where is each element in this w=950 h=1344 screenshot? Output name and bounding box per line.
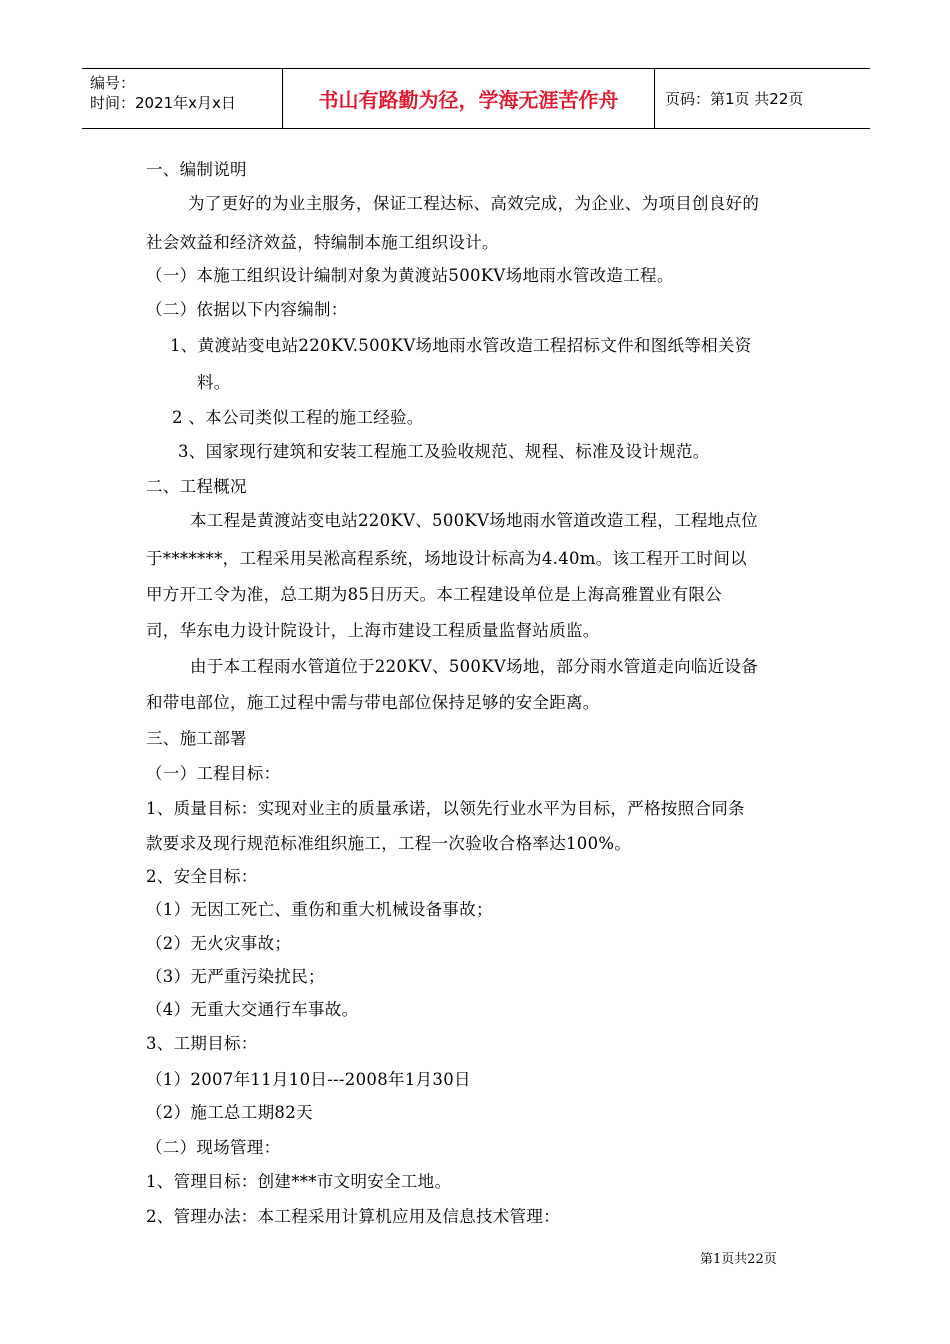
list-item-continuation: 料。	[197, 373, 231, 392]
paragraph-line: 由于本工程雨水管道位于220KV、500KV场地，部分雨水管道走向临近设备	[190, 657, 759, 676]
list-item: （3）无严重污染扰民；	[146, 967, 325, 986]
paragraph-line: 和带电部位，施工过程中需与带电部位保持足够的安全距离。	[146, 693, 600, 712]
subsection-heading: （二）现场管理：	[146, 1138, 281, 1157]
list-item: 2 、本公司类似工程的施工经验。	[172, 408, 424, 427]
paragraph-line: 3、工期目标：	[146, 1034, 258, 1053]
paragraph-line: 款要求及现行规范标准组织施工，工程一次验收合格率达100%。	[146, 834, 632, 853]
page-header	[82, 68, 870, 129]
header-meta	[82, 69, 282, 128]
header-motto: 书山有路勤为径，学海无涯苦作舟	[282, 69, 655, 128]
section-heading: 三、施工部署	[146, 729, 247, 748]
paragraph-line: 于*******，工程采用吴淞高程系统，场地设计标高为4.40m。该工程开工时间以	[146, 549, 747, 568]
paragraph-line: 2、安全目标：	[146, 867, 258, 886]
list-item: 3、国家现行建筑和安装工程施工及验收规范、规程、标准及设计规范。	[178, 442, 710, 461]
header-page-info: 页码：第1页 共22页	[665, 90, 804, 108]
paragraph-line: 本工程是黄渡站变电站220KV、500KV场地雨水管道改造工程，工程地点位	[190, 511, 759, 530]
section-heading: 一、编制说明	[146, 160, 247, 179]
list-item: （2）施工总工期82天	[146, 1103, 313, 1122]
list-item: （1）无因工死亡、重伤和重大机械设备事故；	[146, 900, 493, 919]
page-footer: 第1页共22页	[700, 1252, 777, 1267]
paragraph-line: 2、管理办法：本工程采用计算机应用及信息技术管理：	[146, 1207, 560, 1226]
list-item: （1）2007年11月10日---2008年1月30日	[146, 1070, 471, 1089]
document-date: 时间：2021年x月x日	[90, 94, 236, 112]
section-heading: 二、工程概况	[146, 477, 247, 496]
list-item: （2）无火灾事故；	[146, 934, 292, 953]
paragraph-line: 1、质量目标：实现对业主的质量承诺，以领先行业水平为目标，严格按照合同条	[146, 799, 745, 818]
paragraph-line: 司，华东电力设计院设计，上海市建设工程质量监督站质监。	[146, 621, 600, 640]
subsection-heading: （一）工程目标：	[146, 764, 281, 783]
document-number-label: 编号：	[90, 74, 136, 92]
paragraph-line: 甲方开工令为准，总工期为85日历天。本工程建设单位是上海高雅置业有限公	[146, 585, 722, 604]
list-item: 1、黄渡站变电站220KV.500KV场地雨水管改造工程招标文件和图纸等相关资	[170, 336, 752, 355]
list-item: （4）无重大交通行车事故。	[146, 1000, 359, 1019]
paragraph-line: 社会效益和经济效益，特编制本施工组织设计。	[146, 233, 499, 252]
paragraph-line: （一）本施工组织设计编制对象为黄渡站500KV场地雨水管改造工程。	[146, 266, 674, 285]
paragraph-line: （二）依据以下内容编制：	[146, 300, 348, 319]
paragraph-line: 为了更好的为业主服务，保证工程达标、高效完成，为企业、为项目创良好的	[188, 194, 760, 213]
paragraph-line: 1、管理目标：创建***市文明安全工地。	[146, 1172, 452, 1191]
